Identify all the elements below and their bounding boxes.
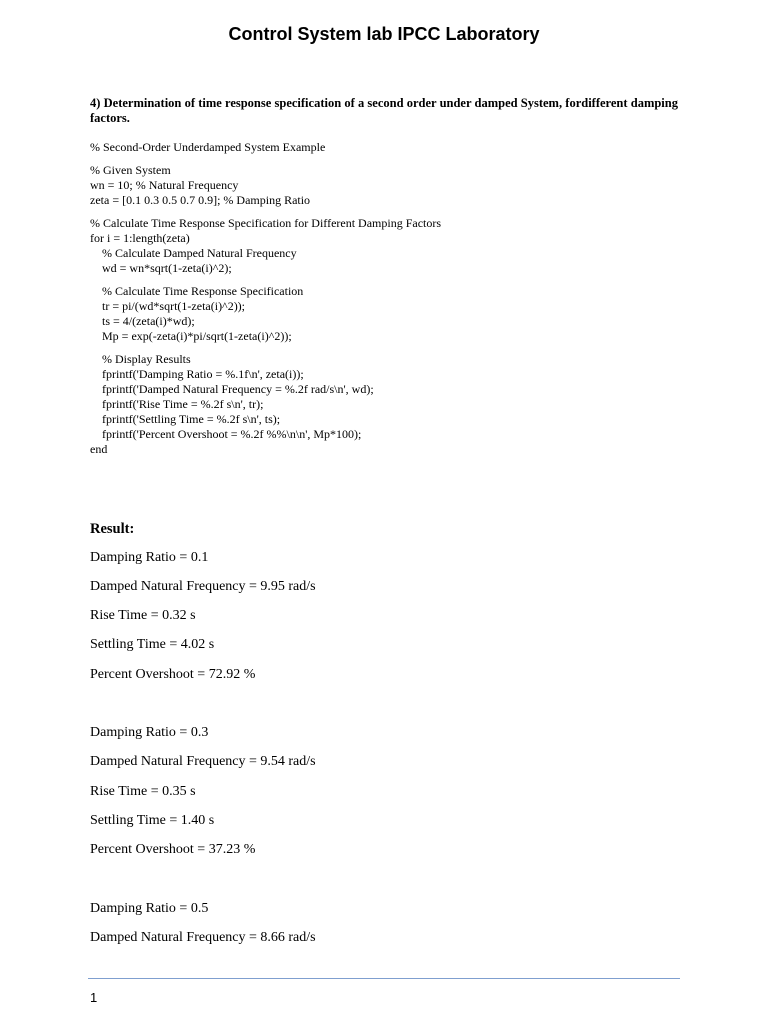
- code-line: ts = 4/(zeta(i)*wd);: [90, 314, 195, 328]
- code-line: tr = pi/(wd*sqrt(1-zeta(i)^2));: [90, 299, 246, 313]
- result-line: Damping Ratio = 0.5: [90, 901, 209, 916]
- code-line: fprintf('Damped Natural Frequency = %.2f rad/s\n', wd);: [90, 382, 374, 396]
- code-line: % Calculate Damped Natural Frequency: [90, 246, 297, 260]
- code-line: wd = wn*sqrt(1-zeta(i)^2);: [90, 261, 232, 275]
- code-line: % Calculate Time Response Specification for Different Damping Factors: [90, 216, 442, 230]
- code-line: end: [90, 442, 108, 456]
- page-title: Control System lab IPCC Laboratory: [228, 24, 540, 44]
- code-line: zeta = [0.1 0.3 0.5 0.7 0.9]; % Damping Ratio: [90, 193, 311, 207]
- code-line: for i = 1:length(zeta): [90, 231, 190, 245]
- result-line: Damping Ratio = 0.1: [90, 550, 209, 565]
- page-number: 1: [90, 990, 98, 1005]
- code-line: % Second-Order Underdamped System Example: [90, 140, 326, 154]
- result-line: Rise Time = 0.35 s: [90, 784, 196, 799]
- code-line: fprintf('Percent Overshoot = %.2f %%\n\n', Mp*100);: [90, 427, 362, 441]
- matlab-code-block: [90, 140, 690, 457]
- code-line: % Given System: [90, 163, 171, 177]
- code-line: % Display Results: [90, 352, 191, 366]
- footer-divider: [88, 978, 680, 979]
- section-heading: 4) Determination of time response specification of a second order under damped System, fordifferent damping factors.: [90, 96, 678, 125]
- result-heading: Result:: [90, 521, 135, 537]
- result-line: Percent Overshoot = 37.23 %: [90, 842, 256, 857]
- code-line: % Calculate Time Response Specification: [90, 284, 304, 298]
- code-line: wn = 10; % Natural Frequency: [90, 178, 239, 192]
- code-line: fprintf('Settling Time = %.2f s\n', ts);: [90, 412, 281, 426]
- code-line: fprintf('Rise Time = %.2f s\n', tr);: [90, 397, 264, 411]
- result-line: Damped Natural Frequency = 9.95 rad/s: [90, 579, 316, 594]
- result-line: Damped Natural Frequency = 8.66 rad/s: [90, 930, 316, 945]
- result-line: Rise Time = 0.32 s: [90, 608, 196, 623]
- result-line: Damped Natural Frequency = 9.54 rad/s: [90, 754, 316, 769]
- result-line: Settling Time = 4.02 s: [90, 637, 215, 652]
- result-line: Settling Time = 1.40 s: [90, 813, 215, 828]
- code-line: fprintf('Damping Ratio = %.1f\n', zeta(i));: [90, 367, 304, 381]
- result-line: Percent Overshoot = 72.92 %: [90, 667, 256, 682]
- result-line: Damping Ratio = 0.3: [90, 725, 209, 740]
- code-line: Mp = exp(-zeta(i)*pi/sqrt(1-zeta(i)^2));: [90, 329, 292, 343]
